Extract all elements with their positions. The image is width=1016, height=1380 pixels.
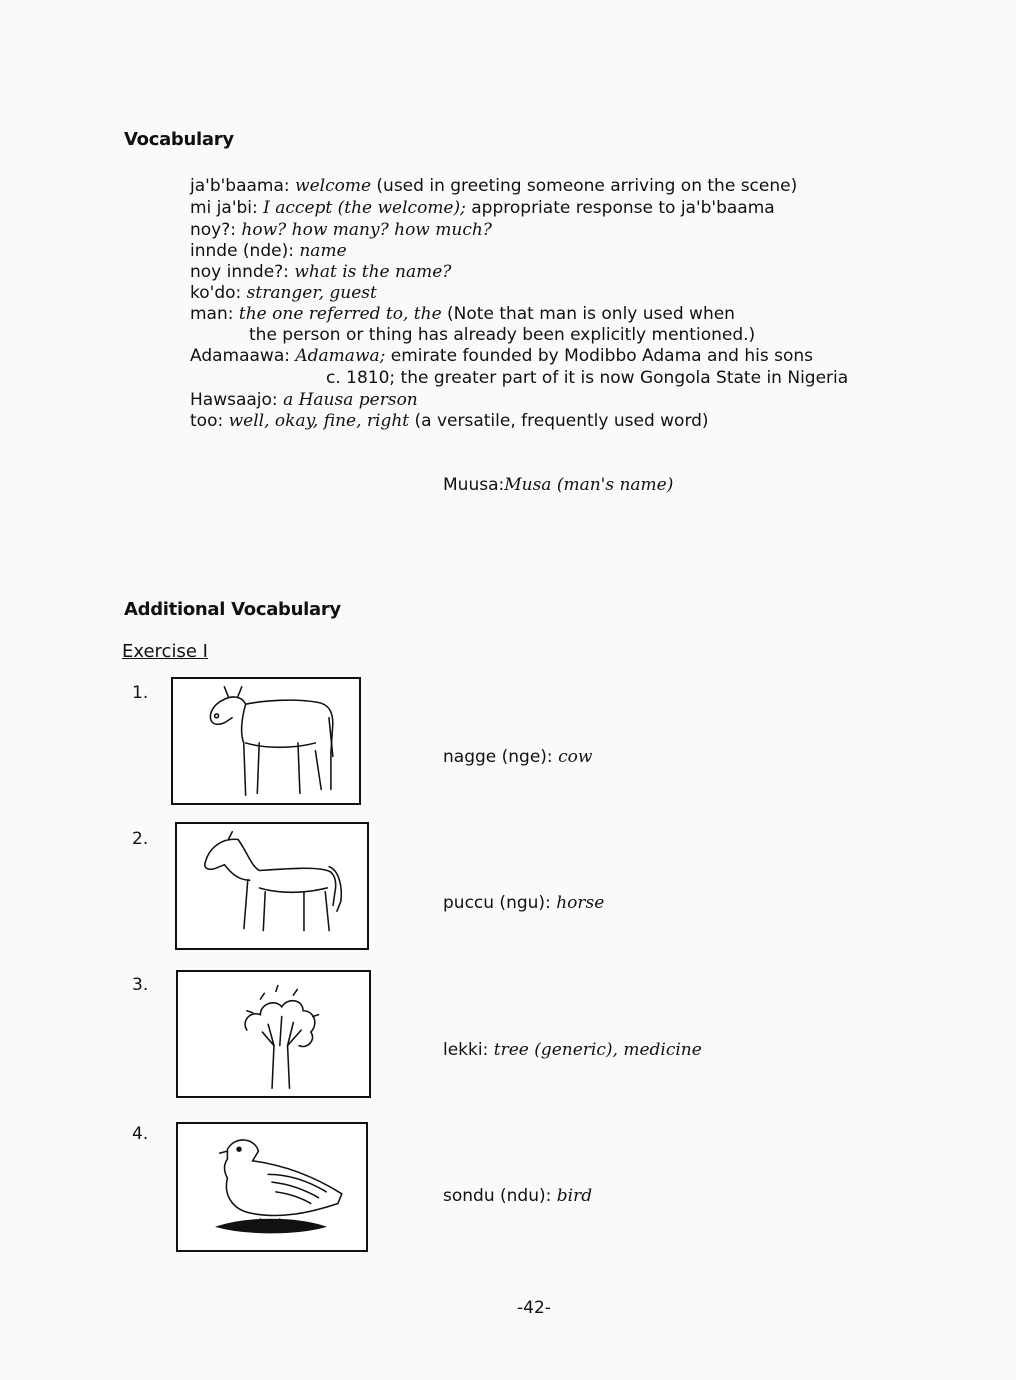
gloss-bird: sondu (ndu): bird	[443, 1186, 593, 1206]
horse-drawing	[175, 822, 369, 950]
vocab-line: innde (nde): name	[190, 241, 347, 261]
gloss-horse: puccu (ngu): horse	[443, 893, 605, 913]
cow-drawing	[171, 677, 361, 805]
gloss-cow: nagge (nge): cow	[443, 747, 593, 767]
item-number: 4.	[132, 1124, 149, 1144]
vocab-line: noy innde?: what is the name?	[190, 262, 452, 282]
vocab-line: man: the one referred to, the (Note that man is only used when	[190, 304, 735, 324]
vocab-line: Adamaawa: Adamawa; emirate founded by Modibbo Adama and his sons	[190, 346, 814, 366]
gloss-tree: lekki: tree (generic), medicine	[443, 1040, 702, 1060]
tree-drawing	[176, 970, 371, 1098]
additional-vocabulary-heading: Additional Vocabulary	[124, 599, 341, 620]
vocabulary-heading: Vocabulary	[124, 129, 234, 150]
vocab-line: ko'do: stranger, guest	[190, 283, 377, 303]
item-number: 1.	[132, 683, 149, 703]
vocab-line: Hawsaajo: a Hausa person	[190, 390, 418, 410]
vocab-line: mi ja'bi: I accept (the welcome); appropriate response to ja'b'baama	[190, 198, 775, 218]
bird-drawing	[176, 1122, 368, 1252]
vocab-line: ja'b'baama: welcome (used in greeting someone arriving on the scene)	[190, 176, 798, 196]
vocab-line: noy?: how? how many? how much?	[190, 220, 492, 240]
item-number: 3.	[132, 975, 149, 995]
page-number: -42-	[517, 1298, 551, 1318]
item-number: 2.	[132, 829, 149, 849]
vocab-line-continuation: c. 1810; the greater part of it is now Gongola State in Nigeria	[326, 368, 849, 388]
vocab-line-muusa: Muusa:Musa (man's name)	[443, 475, 674, 495]
exercise-title: Exercise I	[122, 641, 208, 662]
vocab-line-continuation: the person or thing has already been explicitly mentioned.)	[249, 325, 756, 345]
vocab-line: too: well, okay, fine, right (a versatile, frequently used word)	[190, 411, 709, 431]
